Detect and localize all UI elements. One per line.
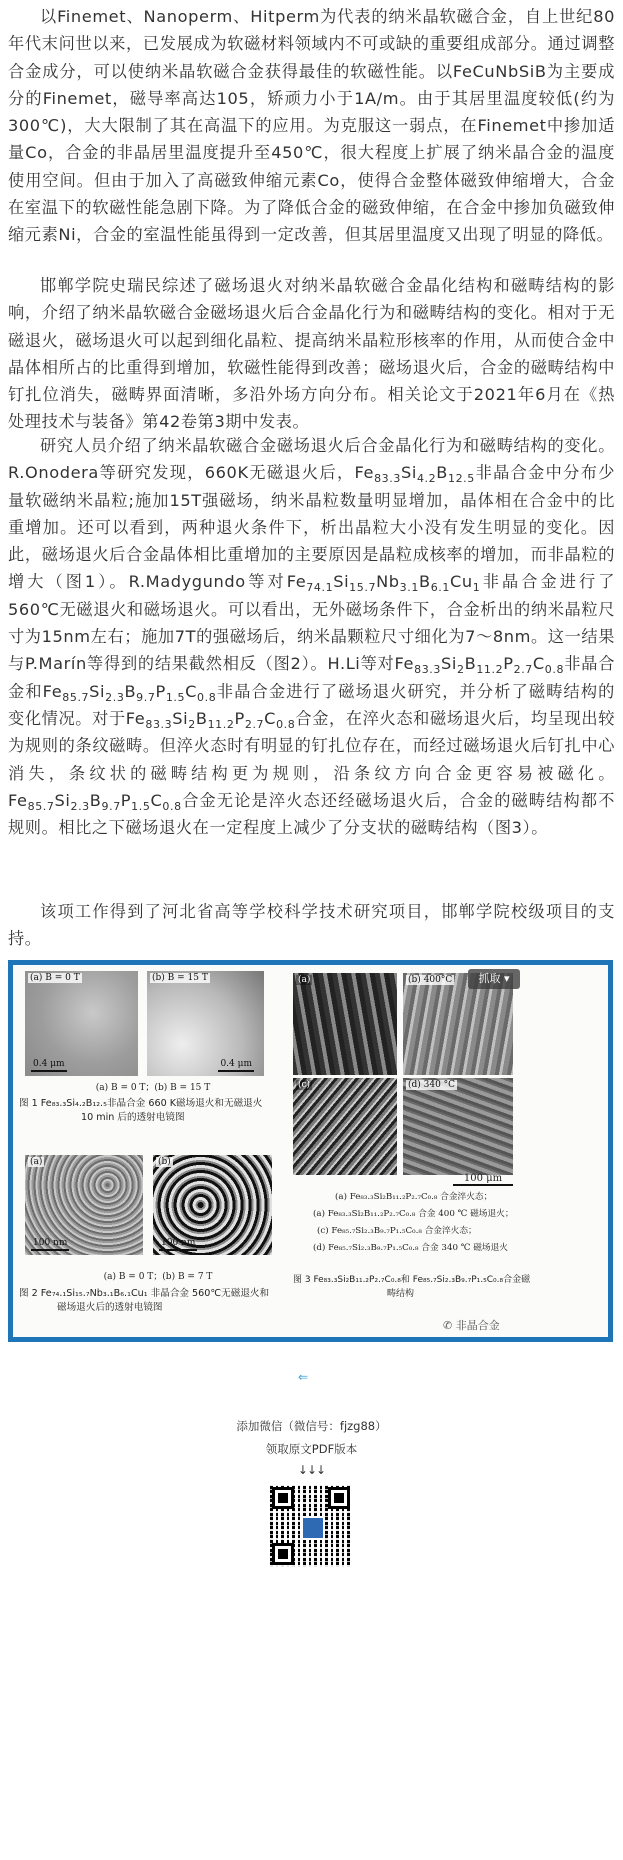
- fig3-panel-c-label: (c): [298, 1080, 311, 1090]
- fig1-sublabel: (a) B = 0 T；(b) B = 15 T: [95, 1083, 211, 1093]
- fig1-panel-a-label: (a) B = 0 T: [30, 973, 80, 983]
- fig2-micrograph-b: [153, 1155, 272, 1255]
- fig3-micrograph-d: [403, 1078, 513, 1175]
- fig2-caption: 图 2 Fe₇₄.₁Si₁₅.₇Nb₃.₁B₆.₁Cu₁ 非晶合金 560℃无磁退火和 磁场退火后的透射电镜图: [19, 1288, 270, 1313]
- fig1-micrograph-a: [25, 971, 138, 1076]
- footer-wechat-id: 添加微信（微信号：fjzg88）: [236, 1419, 387, 1433]
- qr-finder-tl: [272, 1487, 294, 1509]
- wechat-icon: ✆: [443, 1319, 453, 1332]
- fig3-micrograph-c: [293, 1078, 397, 1175]
- fig2-panel-b-label: (b): [158, 1157, 171, 1167]
- fig2-micrograph-a: [25, 1155, 143, 1255]
- fig3-panel-b-label: (b) 400°C: [408, 975, 453, 985]
- capture-button[interactable]: 抓取 ▾: [468, 969, 520, 989]
- fig2-panel-a-label: (a): [30, 1157, 43, 1167]
- fig1-scale-a: 0.4 μm: [31, 1059, 67, 1072]
- figure-panel: [8, 960, 613, 1342]
- fig3-panel-d-label: (d) 340 °C: [408, 1080, 456, 1090]
- fig3-panel-a-label: (a): [298, 975, 311, 985]
- caret-down-icon: ▾: [503, 972, 510, 985]
- fig1-caption: 图 1 Fe₈₃.₃Si₄.₂B₁₂.₅非晶合金 660 K磁场退火和无磁退火 10 min 后的透射电镜图: [19, 1098, 263, 1123]
- footer-pdf-note: 领取原文PDF版本: [265, 1442, 358, 1456]
- down-arrows: ↓↓↓: [297, 1463, 326, 1477]
- watermark: ✆ 非晶合金: [443, 1319, 500, 1332]
- qr-finder-tr: [328, 1487, 350, 1509]
- fig3-caption: 图 3 Fe₈₃.₃Si₂B₁₁.₂P₂.₇C₀.₈和 Fe₈₅.₇Si₂.₃B₉.₇P₁.₅C₀.₈合金磁 畴结构: [293, 1275, 531, 1299]
- fig3-legend: (a) Fe₈₃.₃Si₂B₁₁.₂P₂.₇C₀.₈ 合金淬火态； (a) Fe₈₃.₃Si₂B₁₁.₂P₂.₇C₀.₈ 合金 400 ℃ 磁场退火； (c) Fe₈₅.₇Si₂.₃B₉.₇P₁.₅C₀.₈ 合金淬火态； (d) Fe₈₅.₇Si₂.₃B₉.₇P₁.₅C₀.₈ 合金 340 ℃ 磁场退火: [313, 1192, 514, 1253]
- fig2-scale-a: 100 nm: [31, 1238, 69, 1251]
- double-arrow-icon: ⇐: [298, 1370, 309, 1384]
- fig2-scale-b: 100 nm: [159, 1238, 197, 1251]
- paragraph-1: 以Finemet、Nanoperm、Hitperm为代表的纳米晶软磁合金，自上世纪80年代末问世以来，已发展成为软磁材料领域内不可或缺的重要组成部分。通过调整合金成分，可以使纳米晶软磁合金获得最佳的软磁性能。以FeCuNbSiB为主要成分的Finemet，磁导率高达105，矫顽力小于1A/m。由于其居里温度较低(约为300℃)，大大限制了其在高温下的应用。为克服这一弱点，在Finemet中掺加适量Co，合金的非晶居里温度提升至450℃，很大程度上扩展了纳米晶合金的温度使用空间。但由于加入了高磁致伸缩元素Co，使得合金整体磁致伸缩增大，合金在室温下的软磁性能急剧下降。为了降低合金的磁致伸缩，在合金中掺加负磁致伸缩元素Ni，合金的室温性能虽得到一定改善，但其居里温度又出现了明显的降低。: [8, 7, 615, 245]
- fig1-micrograph-b: [147, 971, 264, 1076]
- qr-finder-bl: [272, 1543, 294, 1565]
- figure-image: [13, 965, 608, 1337]
- paragraph-3: 研究人员介绍了纳米晶软磁合金磁场退火后合金晶化行为和磁畴结构的变化。R.Onodera等研究发现，660K无磁退火后，$Fe_{83.3}Si_{4.2}B_{12.5}$非晶合金中分布少量软磁纳米晶粒;施加15T强磁场，纳米晶粒数量明显增加，晶体相在合金中的比重增加。还可以看到，两种退火条件下，析出晶粒大小没有发生明显的变化。因此，磁场退火后合金晶体相比重增加的主要原因是晶粒成核率的增加，而非晶粒的增大（图1）。R.Madygundo等对$Fe_{74.1}Si_{15.7}Nb_{3.1}B_{6.1}Cu_1$非晶合金进行了560℃无磁退火和磁场退火。可以看出，无外磁场条件下，合金析出的纳米晶粒尺寸为15nm左右；施加7T的强磁场后，纳米晶颗粒尺寸细化为7～8nm。这一结果与P.Marín等得到的结果截然相反（图2）。H.Li等对$Fe_{83.3}Si_2B_{11.2}P_{2.7}C_{0.8}$非晶合金和$Fe_{85.7}Si_{2.3}B_{9.7}P_{1.5}C_{0.8}$非晶合金进行了磁场退火研究，并分析了磁畴结构的变化情况。对于$Fe_{83.3}Si_2B_{11.2}P_{2.7}C_{0.8}$合金，在淬火态和磁场退火后，均呈现出较为规则的条纹磁畴。但淬火态时有明显的钉扎位存在，而经过磁场退火后钉扎中心消失，条纹状的磁畴结构更为规则，沿条纹方向合金更容易被磁化。$Fe_{85.7}Si_{2.3}B_{9.7}P_{1.5}C_{0.8}$合金无论是淬火态还经磁场退火后，合金的磁畴结构都不规则。相比之下磁场退火在一定程度上减少了分支状的磁畴结构（图3）。: [8, 436, 615, 838]
- qr-logo-icon: [301, 1516, 325, 1540]
- qr-code[interactable]: [270, 1485, 352, 1567]
- fig1-scale-b: 0.4 μm: [218, 1059, 254, 1072]
- fig1-panel-b-label: (b) B = 15 T: [152, 973, 208, 983]
- fig3-micrograph-a: [293, 973, 397, 1075]
- paragraph-4: 该项工作得到了河北省高等学校科学技术研究项目，邯郸学院校级项目的支持。: [8, 902, 615, 949]
- fig3-scale: 100 μm: [453, 1173, 513, 1186]
- fig2-sublabel: (a) B = 0 T；(b) B = 7 T: [103, 1272, 213, 1282]
- paragraph-2: 邯郸学院史瑞民综述了磁场退火对纳米晶软磁合金晶化结构和磁畴结构的影响，介绍了纳米晶软磁合金磁场退火后合金晶化行为和磁畴结构的变化。相对于无磁退火，磁场退火可以起到细化晶粒、提高纳米晶粒形核率的作用，从而使合金中晶体相所占的比重得到增加，软磁性能得到改善；磁场退火后，合金的磁畴结构中钉扎位消失，磁畴界面清晰，多沿外场方向分布。相关论文于2021年6月在《热处理技术与装备》第42卷第3期中发表。: [8, 276, 615, 432]
